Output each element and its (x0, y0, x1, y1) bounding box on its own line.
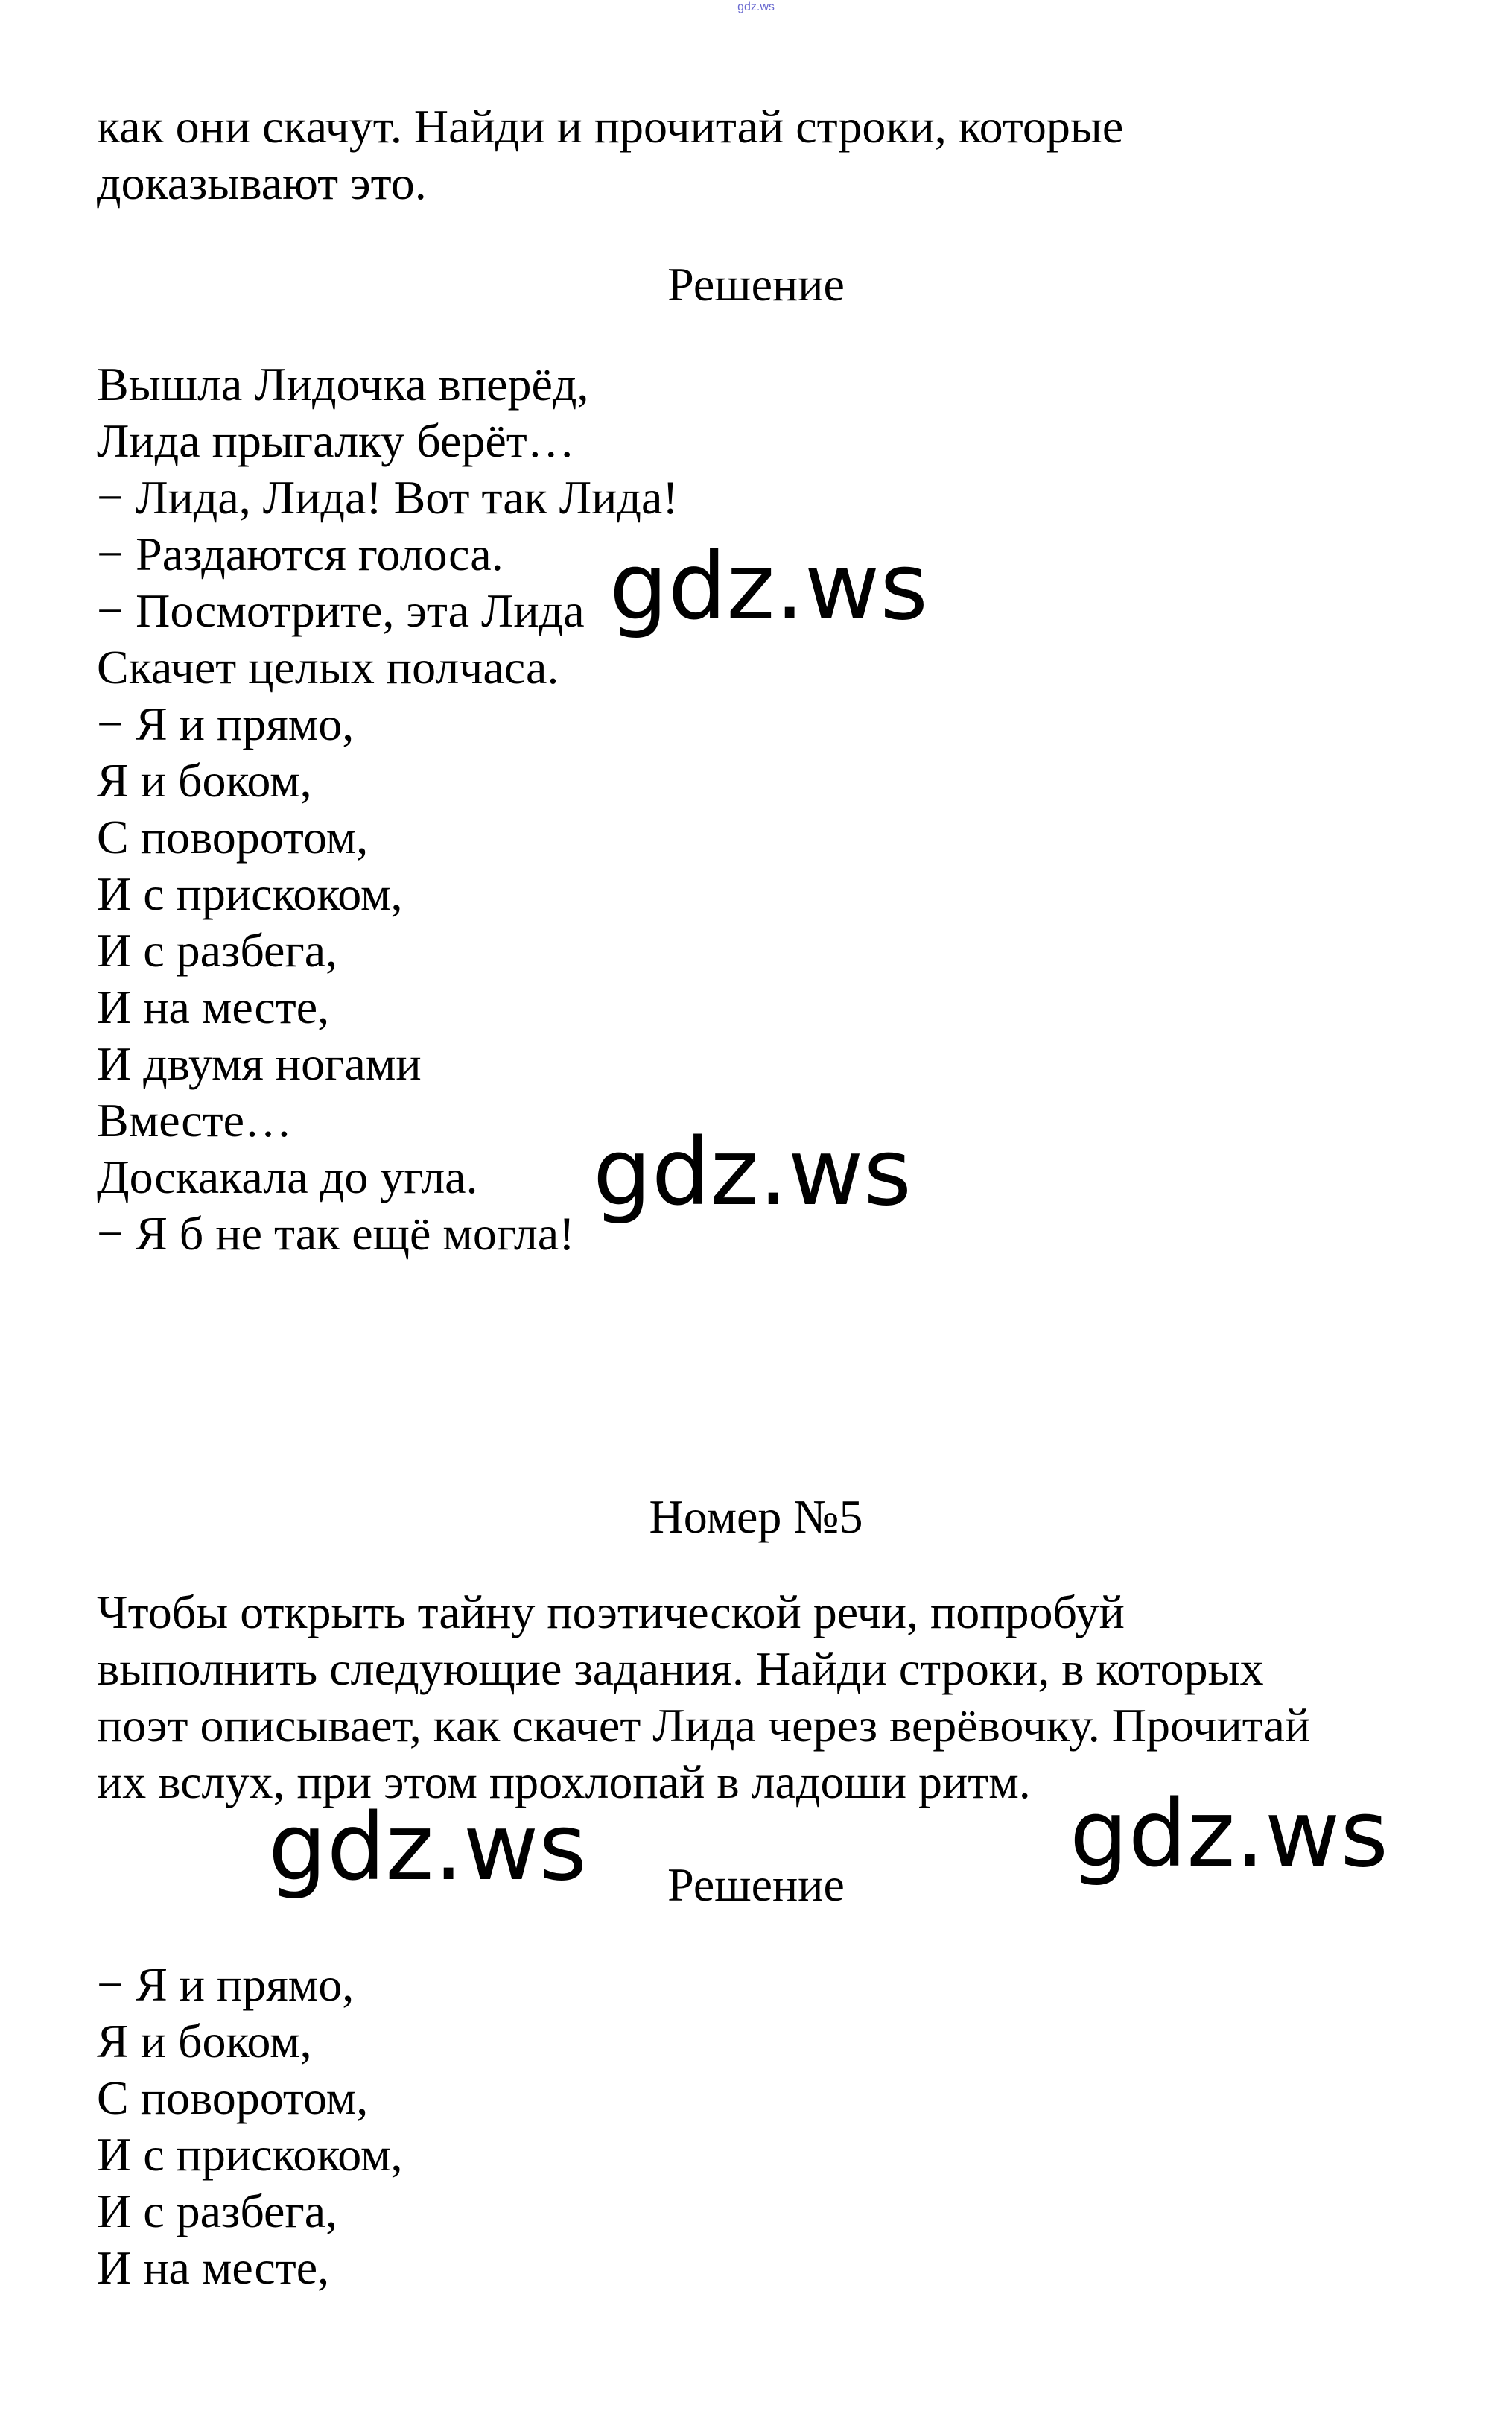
poem-line: − Раздаются голоса. (97, 528, 504, 580)
text-line: Чтобы открыть тайну поэтической речи, попробуй (97, 1586, 1125, 1638)
text-line: поэт описывает, как скачет Лида через верёвочку. Прочитай (97, 1699, 1311, 1752)
intro-paragraph (97, 98, 1423, 212)
poem-block (97, 1957, 1423, 2296)
poem-line: − Я и прямо, (97, 1958, 355, 2011)
poem-line: − Лида, Лида! Вот так Лида! (97, 471, 679, 524)
top-watermark: gdz.ws (737, 1, 775, 13)
watermark: gdz.ws (609, 533, 928, 641)
solution-heading: Решение (667, 1858, 845, 1911)
task-heading: Номер №5 (649, 1490, 863, 1543)
text-line: выполнить следующие задания. Найди строки, в которых (97, 1642, 1264, 1695)
poem-line: И с прискоком, (97, 2128, 403, 2181)
watermark: gdz.ws (268, 1794, 587, 1901)
task-paragraph (97, 1584, 1423, 1811)
poem-line: И на месте, (97, 2241, 330, 2294)
poem-line: − Посмотрите, эта Лида (97, 584, 585, 637)
poem-line: Я и боком, (97, 2015, 312, 2068)
poem-line: − Я б не так ещё могла! (97, 1207, 575, 1260)
poem-line: И двумя ногами (97, 1037, 422, 1090)
poem-line: И с прискоком, (97, 867, 403, 920)
watermark: gdz.ws (1070, 1781, 1388, 1888)
poem-line: Доскакала до угла. (97, 1150, 478, 1203)
watermark: gdz.ws (593, 1119, 912, 1226)
poem-line: С поворотом, (97, 2071, 369, 2124)
poem-line: Вместе… (97, 1094, 292, 1147)
poem-line: С поворотом, (97, 811, 369, 864)
text-line: доказывают это. (97, 156, 427, 209)
poem-line: − Я и прямо, (97, 697, 355, 750)
poem-line: Вышла Лидочка вперёд, (97, 358, 589, 411)
poem-line: Скачет целых полчаса. (97, 641, 559, 694)
solution-heading: Решение (667, 258, 845, 311)
poem-line: И на месте, (97, 981, 330, 1033)
poem-line: И с разбега, (97, 924, 338, 977)
poem-line: И с разбега, (97, 2185, 338, 2237)
text-line: как они скачут. Найди и прочитай строки, которые (97, 100, 1124, 153)
poem-line: Лида прыгалку берёт… (97, 414, 575, 467)
text-line: их вслух, при этом прохлопай в ладоши ритм. (97, 1755, 1031, 1808)
poem-line: Я и боком, (97, 754, 312, 807)
